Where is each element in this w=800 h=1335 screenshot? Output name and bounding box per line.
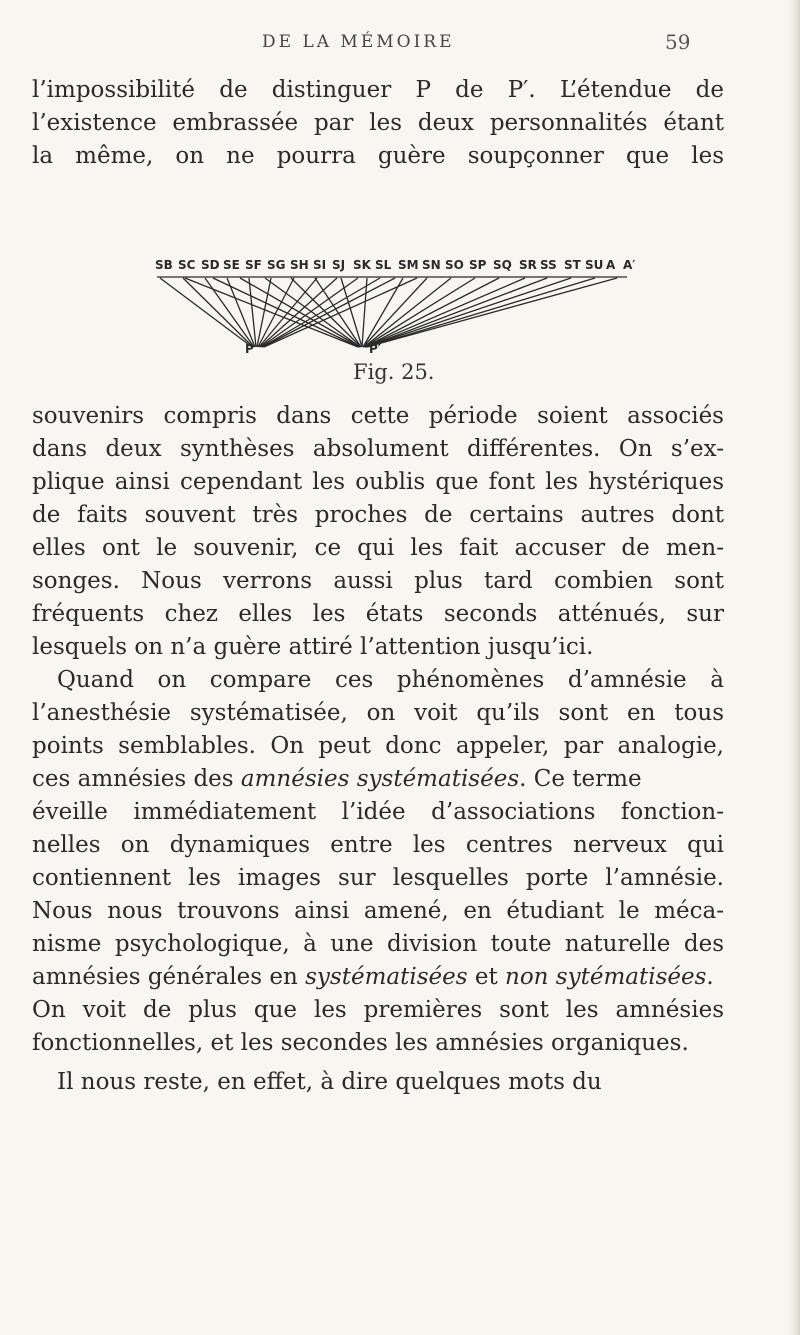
text-line: de faits souvent très proches de certains autres dont (32, 502, 724, 528)
text-line: Il nous reste, en effet, à dire quelques mots du (57, 1069, 602, 1095)
figure-label: SJ (332, 258, 346, 272)
node-p: P (245, 342, 254, 356)
fan-line (227, 278, 255, 347)
text-line (32, 961, 724, 994)
text-line: éveille immédiatement l’idée d’associations fonction- (32, 799, 724, 825)
text-line: elles ont le souvenir, ce qui les fait accuser de men- (32, 535, 724, 561)
text-line: la même, on ne pourra guère soupçonner que les (32, 143, 724, 169)
figure-label: SQ (493, 258, 512, 272)
fan-line (367, 278, 617, 347)
italic-term: systématisées (305, 964, 468, 990)
text-line: points semblables. On peut donc appeler, par analogie, (32, 733, 724, 759)
fan-line (263, 278, 395, 347)
node-p-prime: P′ (369, 342, 381, 356)
figure-label: SB (155, 258, 173, 272)
text-line: nelles on dynamiques entre les centres nerveux qui (32, 832, 724, 858)
running-title: DE LA MÉMOIRE (262, 32, 455, 52)
text-run: amnésies générales en (32, 964, 298, 990)
figure-caption: Fig. 25. (353, 360, 435, 384)
text-line: On voit de plus que les premières sont les amnésies (32, 997, 724, 1023)
text-line: l’impossibilité de distinguer P de P′. L’étendue de (32, 77, 724, 103)
text-line: plique ainsi cependant les oublis que font les hystériques (32, 469, 724, 495)
figure-label: SC (178, 258, 196, 272)
text-line: fréquents chez elles les états seconds atténués, sur (32, 601, 724, 627)
figure-label: SM (398, 258, 419, 272)
paragraph-main (32, 400, 724, 1099)
text-line: songes. Nous verrons aussi plus tard combien sont (32, 568, 724, 594)
figure-label: SI (313, 258, 327, 272)
text-run: ces amnésies des (32, 766, 234, 792)
italic-term: amnésies systématisées (240, 766, 520, 792)
text-line (32, 763, 724, 796)
figure-label: SG (267, 258, 286, 272)
text-line: fonctionnelles, et les secondes les amnésies organiques. (32, 1030, 689, 1056)
figure-label: SP (469, 258, 487, 272)
figure-label: SD (201, 258, 220, 272)
text-line: dans deux synthèses absolument différentes. On s’ex- (32, 436, 724, 462)
page-number: 59 (665, 30, 691, 54)
text-line: contiennent les images sur lesquelles porte l’amnésie. (32, 865, 724, 891)
figure-label: SL (375, 258, 392, 272)
text-line: souvenirs compris dans cette période soient associés (32, 403, 724, 429)
figure-label: A (606, 258, 616, 272)
paragraph-top (32, 74, 724, 173)
fan-line (183, 278, 253, 347)
figure-label: SS (540, 258, 557, 272)
text-line: nisme psychologique, à une division toute naturelle des (32, 931, 724, 957)
figure-label: SH (290, 258, 309, 272)
text-line: Quand on compare ces phénomènes d’amnésie à (57, 667, 724, 693)
text-line: lesquels on n’a guère attiré l’attention jusqu’ici. (32, 634, 594, 660)
fan-line (364, 278, 475, 347)
italic-term: non sytématisées (505, 964, 707, 990)
fan-line (341, 278, 362, 347)
fan-line (160, 278, 252, 347)
figure-label: SK (353, 258, 371, 272)
text-line: l’existence embrassée par les deux personnalités étant (32, 110, 724, 136)
fan-line (365, 278, 525, 347)
running-head (0, 32, 800, 62)
fan-line (367, 278, 595, 347)
figure-label: ST (564, 258, 581, 272)
text-line: l’anesthésie systématisée, on voit qu’ils sont en tous (32, 700, 724, 726)
figure-label: SE (223, 258, 240, 272)
figure-label: SR (519, 258, 537, 272)
fan-line (249, 278, 256, 347)
figure-label: SF (245, 258, 262, 272)
text-run: . (706, 964, 714, 990)
page-edge (788, 0, 800, 1335)
text-line: Nous nous trouvons ainsi amené, en étudiant le méca- (32, 898, 724, 924)
figure-label: SN (422, 258, 441, 272)
text-run: . Ce terme (519, 766, 642, 792)
fan-line (364, 278, 451, 347)
text-run: et (474, 964, 498, 990)
figure-label: SO (445, 258, 464, 272)
figure-label: A′ (623, 258, 636, 272)
figure-label: SU (585, 258, 604, 272)
